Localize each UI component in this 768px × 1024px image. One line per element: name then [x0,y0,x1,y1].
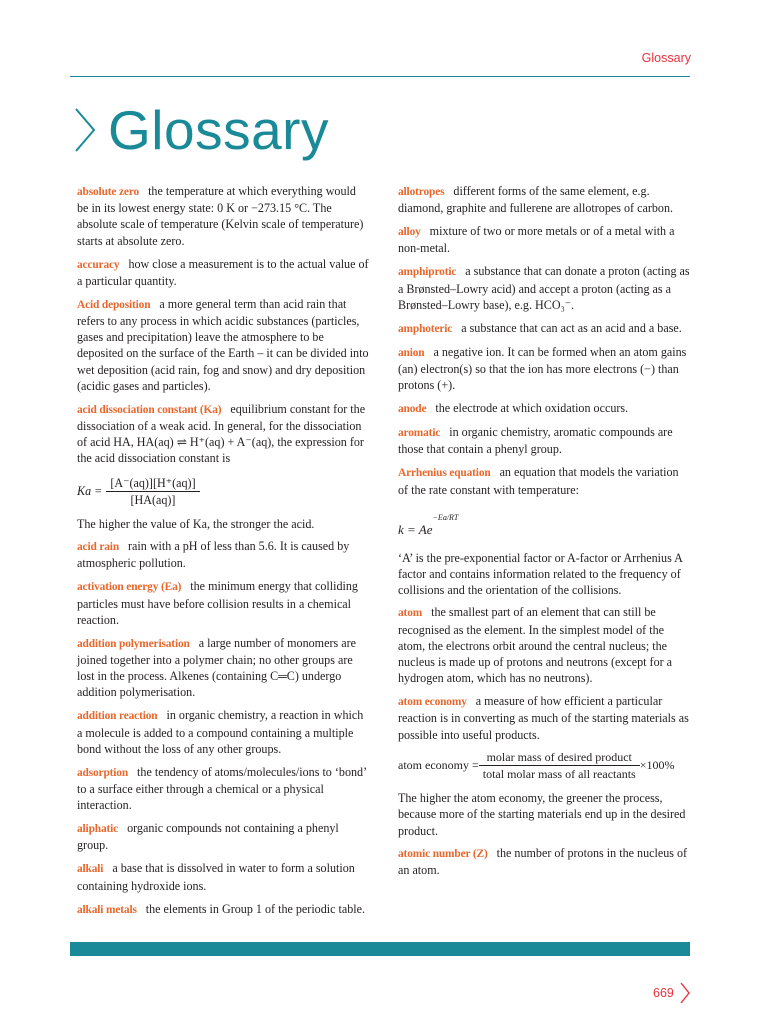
glossary-term: activation energy (Ea) [77,581,182,594]
glossary-term: amphoteric [398,322,453,335]
header-rule [70,76,690,77]
glossary-term: acid rain [77,541,119,554]
glossary-term: alkali metals [77,903,137,916]
glossary-entry [398,344,690,394]
glossary-definition: the smallest part of an element that can still be recognised as the element. In the simplest model of the atom, the electrons orbit around the central nucleus; the nucleus is made up of protons and neutrons (except for a hydrogen atom, which has no neutrons). [398,605,673,686]
glossary-entry [398,400,690,417]
glossary-definition: the minimum energy that colliding particles must have before collision results in a chemical reaction. [77,579,358,627]
running-head: Glossary [641,51,691,65]
glossary-definition: how close a measurement is to the actual value of a particular quantity. [77,256,369,288]
glossary-entry [398,263,690,313]
glossary-definition: in organic chemistry, aromatic compounds are those that contain a phenyl group. [398,425,673,457]
atom-economy-lhs: atom economy = [398,758,479,773]
page-title: Glossary [108,98,329,161]
glossary-term: alkali [77,863,104,876]
ka-formula [77,475,369,508]
glossary-term: allotropes [398,186,445,198]
ka-denominator: [HA(aq)] [130,492,176,507]
glossary-left-column [77,183,369,925]
glossary-entry [77,764,369,814]
glossary-definition: a substance that can donate a proton (acting as a Brønsted–Lowry acid) and accept a proton (acting as a Brønsted–Lowry base), e.g. HCO₃⁻. [398,264,690,312]
atom-economy-formula [398,749,690,782]
glossary-term: atom [398,607,423,620]
glossary-entry [77,901,369,918]
glossary-definition: the number of protons in the nucleus of an atom. [398,845,688,878]
glossary-term: atomic number (Z) [398,847,488,860]
glossary-entry [398,693,690,743]
glossary-term: aliphatic [77,823,119,836]
glossary-definition: the elements in Group 1 of the periodic table. [145,901,366,916]
glossary-definition: rain with a pH of less than 5.6. It is caused by atmospheric pollution. [77,539,350,571]
glossary-definition: a substance that can act as an acid and a base. [461,320,682,335]
glossary-definition: different forms of the same element, e.g. diamond, graphite and fullerene are allotropes of carbon. [398,184,674,216]
glossary-definition: a base that is dissolved in water to form a solution containing hydroxide ions. [77,861,355,893]
title-block [74,98,329,162]
ka-numerator: [A⁻(aq)][H⁺(aq)] [106,475,199,492]
glossary-entry [77,538,369,571]
arrhenius-lhs: k = Ae [398,521,433,537]
glossary-entry [77,707,369,757]
glossary-definition: organic compounds not containing a phenyl group. [77,821,339,853]
glossary-term: aromatic [398,427,441,440]
atom-economy-denominator: total molar mass of all reactants [482,767,636,782]
page-number: 669 [653,986,674,1000]
glossary-entry [398,464,690,497]
glossary-definition: a large number of monomers are joined together into a polymer chain; no other groups are lost in the process. Alkenes (containing C═C) undergo addition polymerisation. [77,635,356,700]
glossary-term: accuracy [77,258,120,271]
glossary-term: Acid deposition [77,298,151,311]
page-number-block [653,982,690,1004]
glossary-entry [77,296,369,394]
chevron-right-icon [680,982,690,1004]
glossary-term: atom economy [398,696,467,709]
arrhenius-formula [398,512,690,538]
glossary-definition: an equation that models the variation of the rate constant with temperature: [398,465,679,497]
glossary-definition: the temperature at which everything would be in its lowest energy state: 0 K or −273.15 °C. The absolute scale of temperature (Kelvin scale of temperature) starts at absolute zero. [77,184,364,248]
glossary-entry [398,223,690,256]
glossary-entry [77,635,369,701]
glossary-term: Arrhenius equation [398,467,491,480]
glossary-entry [77,860,369,893]
glossary-entry [398,320,690,337]
footer-bar [70,942,690,956]
glossary-term: amphiprotic [398,266,457,279]
glossary-definition: the electrode at which oxidation occurs. [435,401,629,416]
glossary-definition: a more general term than acid rain that refers to any process in which acidic substances (particles, gases and precipitation) leave the atmosphere to be deposited on the surface of the Earth – it can be divided into wet deposition (acid rain, fog and snow) and dry deposition (acidic gases and particles). [77,296,369,393]
glossary-entry [77,820,369,853]
glossary-right-column [398,183,690,885]
ka-note: The higher the value of Ka, the stronger the acid. [77,517,315,532]
chevron-right-icon [74,107,96,153]
glossary-definition: in organic chemistry, a reaction in which a molecule is added to a compound containing a multiple bond without the loss of any other groups. [77,708,364,756]
glossary-entry [77,401,369,467]
atom-economy-fraction [479,749,640,782]
glossary-entry [398,845,690,878]
glossary-definition: mixture of two or more metals or of a metal with a non-metal. [398,224,675,256]
atom-economy-suffix: ×100% [639,758,675,773]
atom-economy-numerator: molar mass of desired product [479,749,640,766]
glossary-definition: equilibrium constant for the dissociation of a weak acid. In general, for the dissociation of acid HA, HA(aq) ⇌ H⁺(aq) + A⁻(aq), the expression for the acid dissociation constant is [77,401,366,466]
arrhenius-note: ‘A’ is the pre-exponential factor or A-factor or Arrhenius A factor and contains information related to the frequency of collisions and the orientation of the collisions. [398,550,683,598]
glossary-term: addition polymerisation [77,637,190,650]
glossary-definition: the tendency of atoms/molecules/ions to ‘bond’ to a surface either through a chemical or a physical interaction. [77,764,367,813]
ka-fraction [106,475,199,508]
arrhenius-exponent: −Ea/RT [432,512,459,522]
glossary-term: absolute zero [77,186,140,198]
glossary-entry [398,424,690,457]
glossary-definition: a negative ion. It can be formed when an atom gains (an) electron(s) so that the ion has more electrons (−) than protons (+). [398,344,687,393]
glossary-entry [398,183,690,216]
glossary-term: alloy [398,226,421,239]
atom-economy-note: The higher the atom economy, the greener the process, because more of the starting materials end up in the desired product. [398,791,686,838]
glossary-term: acid dissociation constant (Ka) [77,403,222,416]
glossary-term: anode [398,403,427,416]
glossary-term: adsorption [77,766,129,779]
glossary-term: anion [398,346,425,359]
ka-formula-lhs: Ka = [77,484,103,499]
glossary-entry [398,604,690,686]
glossary-entry [77,578,369,628]
glossary-entry [77,256,369,289]
glossary-term: addition reaction [77,710,158,723]
glossary-definition: a measure of how efficient a particular reaction is in converting as much of the starting materials as possible into useful products. [398,694,689,742]
glossary-entry [77,183,369,249]
